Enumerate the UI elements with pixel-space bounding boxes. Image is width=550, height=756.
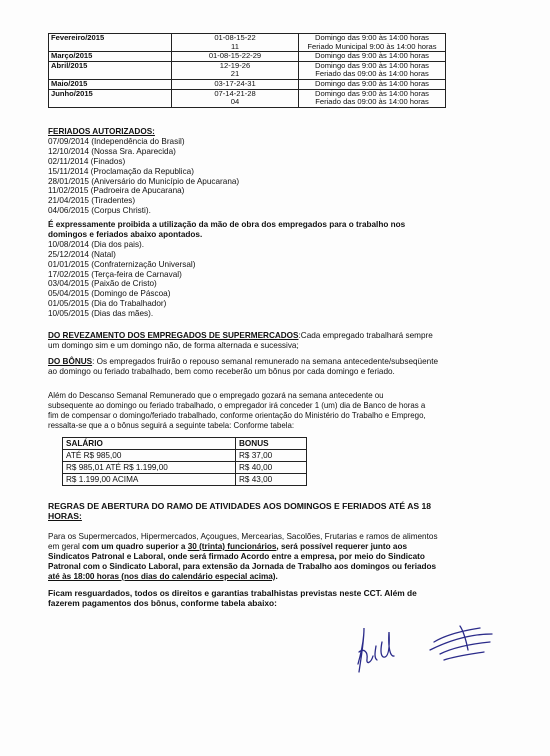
schedule-day-line: 03-17-24-31	[214, 78, 256, 88]
list-item: 17/02/2015 (Terça-feira de Carnaval)	[48, 269, 182, 279]
schedule-days	[172, 89, 299, 107]
schedule-day-line: 21	[230, 69, 240, 79]
proibida-title-1: É expressamente proibida a utilização da mão de obra dos empregados para o trabalho nos	[48, 220, 406, 229]
list-item: 07/09/2014 (Independência do Brasil)	[48, 136, 185, 146]
feriados-title: FERIADOS AUTORIZADOS:	[48, 127, 155, 136]
proibida-title-2: domingos e feriados abaixo apontados.	[48, 229, 203, 239]
abertura-line-2c: 30 (trinta) funcionários	[187, 541, 277, 551]
schedule-month: Abril/2015	[49, 61, 172, 79]
schedule-hour-line: Domingo das 9:00 às 14:00 horas	[315, 88, 429, 98]
salary-range: ATÉ R$ 985,00	[63, 450, 236, 462]
table-row	[63, 474, 307, 486]
schedule-month: Maio/2015	[49, 79, 172, 89]
schedule-day-line: 07-14-21-28	[214, 88, 256, 98]
list-item: 03/04/2015 (Paixão de Cristo)	[48, 279, 157, 289]
abertura-paragraph	[48, 532, 510, 582]
list-item: 04/06/2015 (Corpus Christi).	[48, 206, 151, 216]
schedule-day-line: 01-08-15-22	[214, 33, 256, 42]
schedule-hours	[299, 61, 446, 79]
bonus-text-2: ao domingo ou feriado trabalhado, bem como receberão um bônus por cada domingo e feriado.	[48, 366, 395, 376]
table-row	[63, 462, 307, 474]
list-item: 25/12/2014 (Natal)	[48, 249, 116, 259]
descanso-line-3: fim de compensar o domingo/feriado trabalhado, conforme orientação do Ministério do Trabalho e Emprego,	[48, 410, 426, 420]
schedule-table	[48, 33, 446, 108]
schedule-month: Junho/2015	[49, 89, 172, 107]
abertura-line-2a: em geral	[48, 541, 83, 551]
revezamento-heading: DO REVEZAMENTO DOS EMPREGADOS DE SUPERMERCADOS	[48, 331, 299, 340]
schedule-hour-line: Domingo das 9:00 às 14:00 horas	[315, 51, 429, 61]
list-item: 10/05/2015 (Dias das mães).	[48, 309, 154, 319]
abertura-line-2b: com um quadro superior a	[82, 541, 188, 551]
revezamento-text-2: um domingo sim e um domingo não, de forma alternada e sucessiva;	[48, 340, 299, 350]
salary-range: R$ 985,01 ATÉ R$ 1.199,00	[63, 462, 236, 474]
list-item: 15/11/2014 (Proclamação da Republica)	[48, 166, 194, 176]
schedule-day-line: 01-08-15-22-29	[208, 51, 262, 61]
table-row	[63, 450, 307, 462]
revezamento-paragraph	[48, 331, 510, 351]
list-item: 28/01/2015 (Aniversário do Município de Apucarana)	[48, 176, 240, 186]
descanso-line-2: subsequente ao domingo ou feriado trabalhado, o empregador irá conceder 1 (um) dia de Banco de horas a	[48, 400, 426, 410]
feriados-section	[48, 127, 510, 216]
schedule-month: Fevereiro/2015	[49, 34, 172, 52]
table-row	[49, 52, 446, 62]
abertura-line-1: Para os Supermercados, Hipermercados, Açougues, Mercearias, Sacolões, Frutarias e ramos de alimentos	[48, 532, 438, 541]
ficam-paragraph	[48, 589, 510, 609]
list-item: 12/10/2014 (Nossa Sra. Aparecida)	[48, 146, 176, 156]
schedule-hour-line: Feriado das 09:00 às 14:00 horas	[315, 97, 429, 107]
table-row	[49, 89, 446, 107]
revezamento-text-1: :Cada empregado trabalhará sempre	[298, 331, 433, 340]
schedule-hour-line: Feriado Municipal 9:00 às 14:00 horas	[307, 41, 437, 51]
schedule-hours	[299, 89, 446, 107]
regras-line-1: REGRAS DE ABERTURA DO RAMO DE ATIVIDADES AOS DOMINGOS E FERIADOS ATÉ AS 18	[48, 501, 432, 511]
bonus-table	[62, 437, 307, 486]
schedule-hour-line: Feriado das 09:00 às 14:00 horas	[315, 69, 429, 79]
descanso-line-4: ressalta-se que a o bônus seguirá a seguinte tabela: Conforme tabela:	[48, 420, 295, 430]
table-row	[49, 61, 446, 79]
bonus-value: R$ 43,00	[236, 474, 307, 486]
schedule-hours	[299, 79, 446, 89]
ficam-line-2: fazerem pagamentos dos bônus, conforme tabela abaixo:	[48, 597, 277, 608]
list-item: 01/05/2015 (Dia do Trabalhador)	[48, 299, 167, 309]
abertura-line-5b: .	[275, 571, 278, 581]
schedule-days	[172, 52, 299, 62]
table-row	[49, 79, 446, 89]
schedule-hours	[299, 34, 446, 52]
list-item: 11/02/2015 (Padroeira de Apucarana)	[48, 186, 185, 196]
salary-range: R$ 1.199,00 ACIMA	[63, 474, 236, 486]
schedule-day-line: 04	[230, 97, 240, 107]
schedule-days	[172, 34, 299, 52]
ficam-line-1: Ficam resguardados, todos os direitos e garantias trabalhistas previstas neste CCT. Além de	[48, 588, 417, 598]
schedule-day-line: 12-19-26	[219, 60, 251, 70]
schedule-hour-line: Domingo das 9:00 às 14:00 horas	[315, 33, 429, 42]
bonus-text-1: : Os empregados fruirão o repouso semanal remunerado na semana antecedente/subseqüente	[92, 357, 439, 366]
abertura-line-5: até às 18:00 horas (nos dias do calendário especial acima)	[48, 571, 276, 581]
regras-heading	[48, 502, 510, 522]
bonus-table-header	[63, 438, 307, 450]
schedule-day-line: 11	[231, 41, 239, 51]
bonus-value: R$ 37,00	[236, 450, 307, 462]
bonus-heading: DO BÔNUS	[48, 357, 93, 366]
list-item: 21/04/2015 (Tiradentes)	[48, 196, 136, 206]
schedule-days	[172, 79, 299, 89]
header-bonus: BONUS	[236, 438, 307, 450]
schedule-month: Março/2015	[49, 52, 172, 62]
descanso-paragraph	[48, 391, 510, 431]
list-item: 01/01/2015 (Confraternização Universal)	[48, 259, 196, 269]
list-item: 10/08/2014 (Dia dos pais).	[48, 239, 145, 249]
handwritten-signature	[352, 612, 502, 682]
proibida-section	[48, 220, 510, 319]
abertura-line-2d: , será possível requerer junto aos	[276, 541, 408, 551]
header-salario: SALÁRIO	[63, 438, 236, 450]
schedule-hour-line: Domingo das 9:00 às 14:00 horas	[315, 60, 429, 70]
descanso-line-1: Além do Descanso Semanal Remunerado que o empregado gozará na semana antecedente ou	[48, 391, 384, 400]
abertura-line-4: Patronal com o Sindicato Laboral, para extensão da Jornada de Trabalho aos domingos ou feriados	[48, 561, 437, 571]
table-row	[49, 34, 446, 52]
list-item: 02/11/2014 (Finados)	[48, 156, 126, 166]
bonus-value: R$ 40,00	[236, 462, 307, 474]
schedule-days	[172, 61, 299, 79]
schedule-hour-line: Domingo das 9:00 às 14:00 horas	[315, 78, 429, 88]
abertura-line-3: Sindicatos Patronal e Laboral, onde será firmado Acordo entre a empresa, por meio do Sindicato	[48, 551, 425, 561]
bonus-paragraph	[48, 357, 510, 377]
schedule-hours	[299, 52, 446, 62]
regras-line-2: HORAS:	[48, 510, 82, 521]
list-item: 05/04/2015 (Domingo de Páscoa)	[48, 289, 171, 299]
